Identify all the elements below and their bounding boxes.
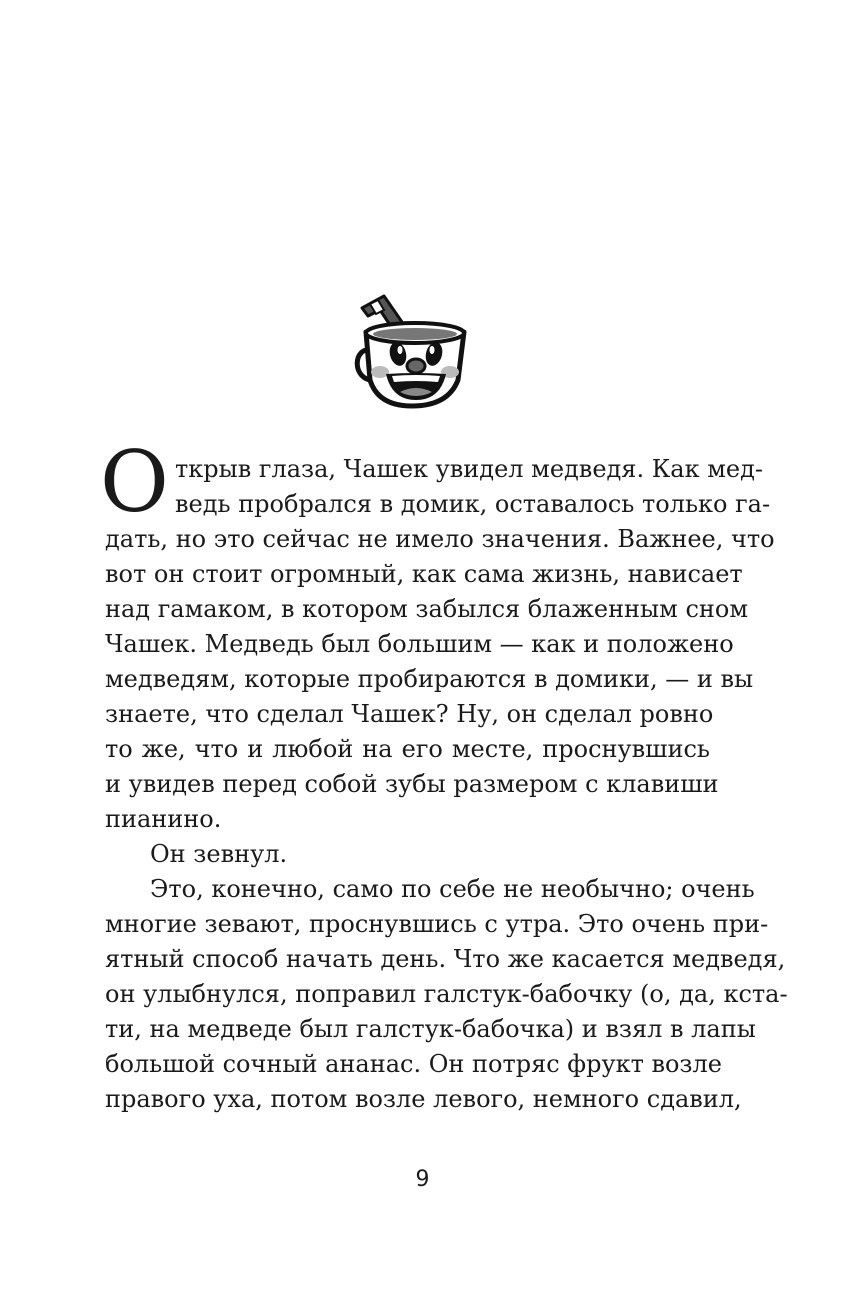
text-line: над гамаком, в котором забылся блаженным сном <box>105 595 749 623</box>
text-line: ткрыв глаза, Чашек увидел медведя. Как мед- <box>175 455 763 483</box>
text-line: ятный способ начать день. Что же касается медведя, <box>105 945 786 973</box>
text-line: Он зевнул. <box>150 840 288 868</box>
text-line: пианино. <box>105 805 222 833</box>
text-line: ти, на медведе был галстук-бабочка) и взял в лапы <box>105 1015 756 1043</box>
drop-cap: О <box>100 433 169 531</box>
text-line: ведь пробрался в домик, оставалось только га- <box>175 490 771 518</box>
nose <box>407 359 425 373</box>
text-line: многие зевают, проснувшись с утра. Это очень при- <box>105 910 769 938</box>
text-line: Чашек. Медведь был большим — как и положено <box>105 630 734 658</box>
text-line: то же, что и любой на его месте, проснувшись <box>105 735 710 763</box>
text-line: он улыбнулся, поправил галстук-бабочку (о, да, кста- <box>105 980 788 1008</box>
text-line: вот он стоит огромный, как сама жизнь, нависает <box>105 560 743 588</box>
cuphead-illustration <box>340 288 480 413</box>
text-line: дать, но это сейчас не имело значения. Важнее, что <box>105 525 775 553</box>
text-line: знаете, что сделал Чашек? Ну, он сделал ровно <box>105 700 714 728</box>
page-number: 9 <box>415 1167 430 1192</box>
text-line: Это, конечно, само по себе не необычно; очень <box>150 875 755 903</box>
text-line: и увидев перед собой зубы размером с клавиши <box>105 770 719 798</box>
text-line: большой сочный ананас. Он потряс фрукт возле <box>105 1050 722 1078</box>
text-line: правого уха, потом возле левого, немного сдавил, <box>105 1085 742 1113</box>
text-line: медведям, которые пробираются в домики, — и вы <box>105 665 754 693</box>
